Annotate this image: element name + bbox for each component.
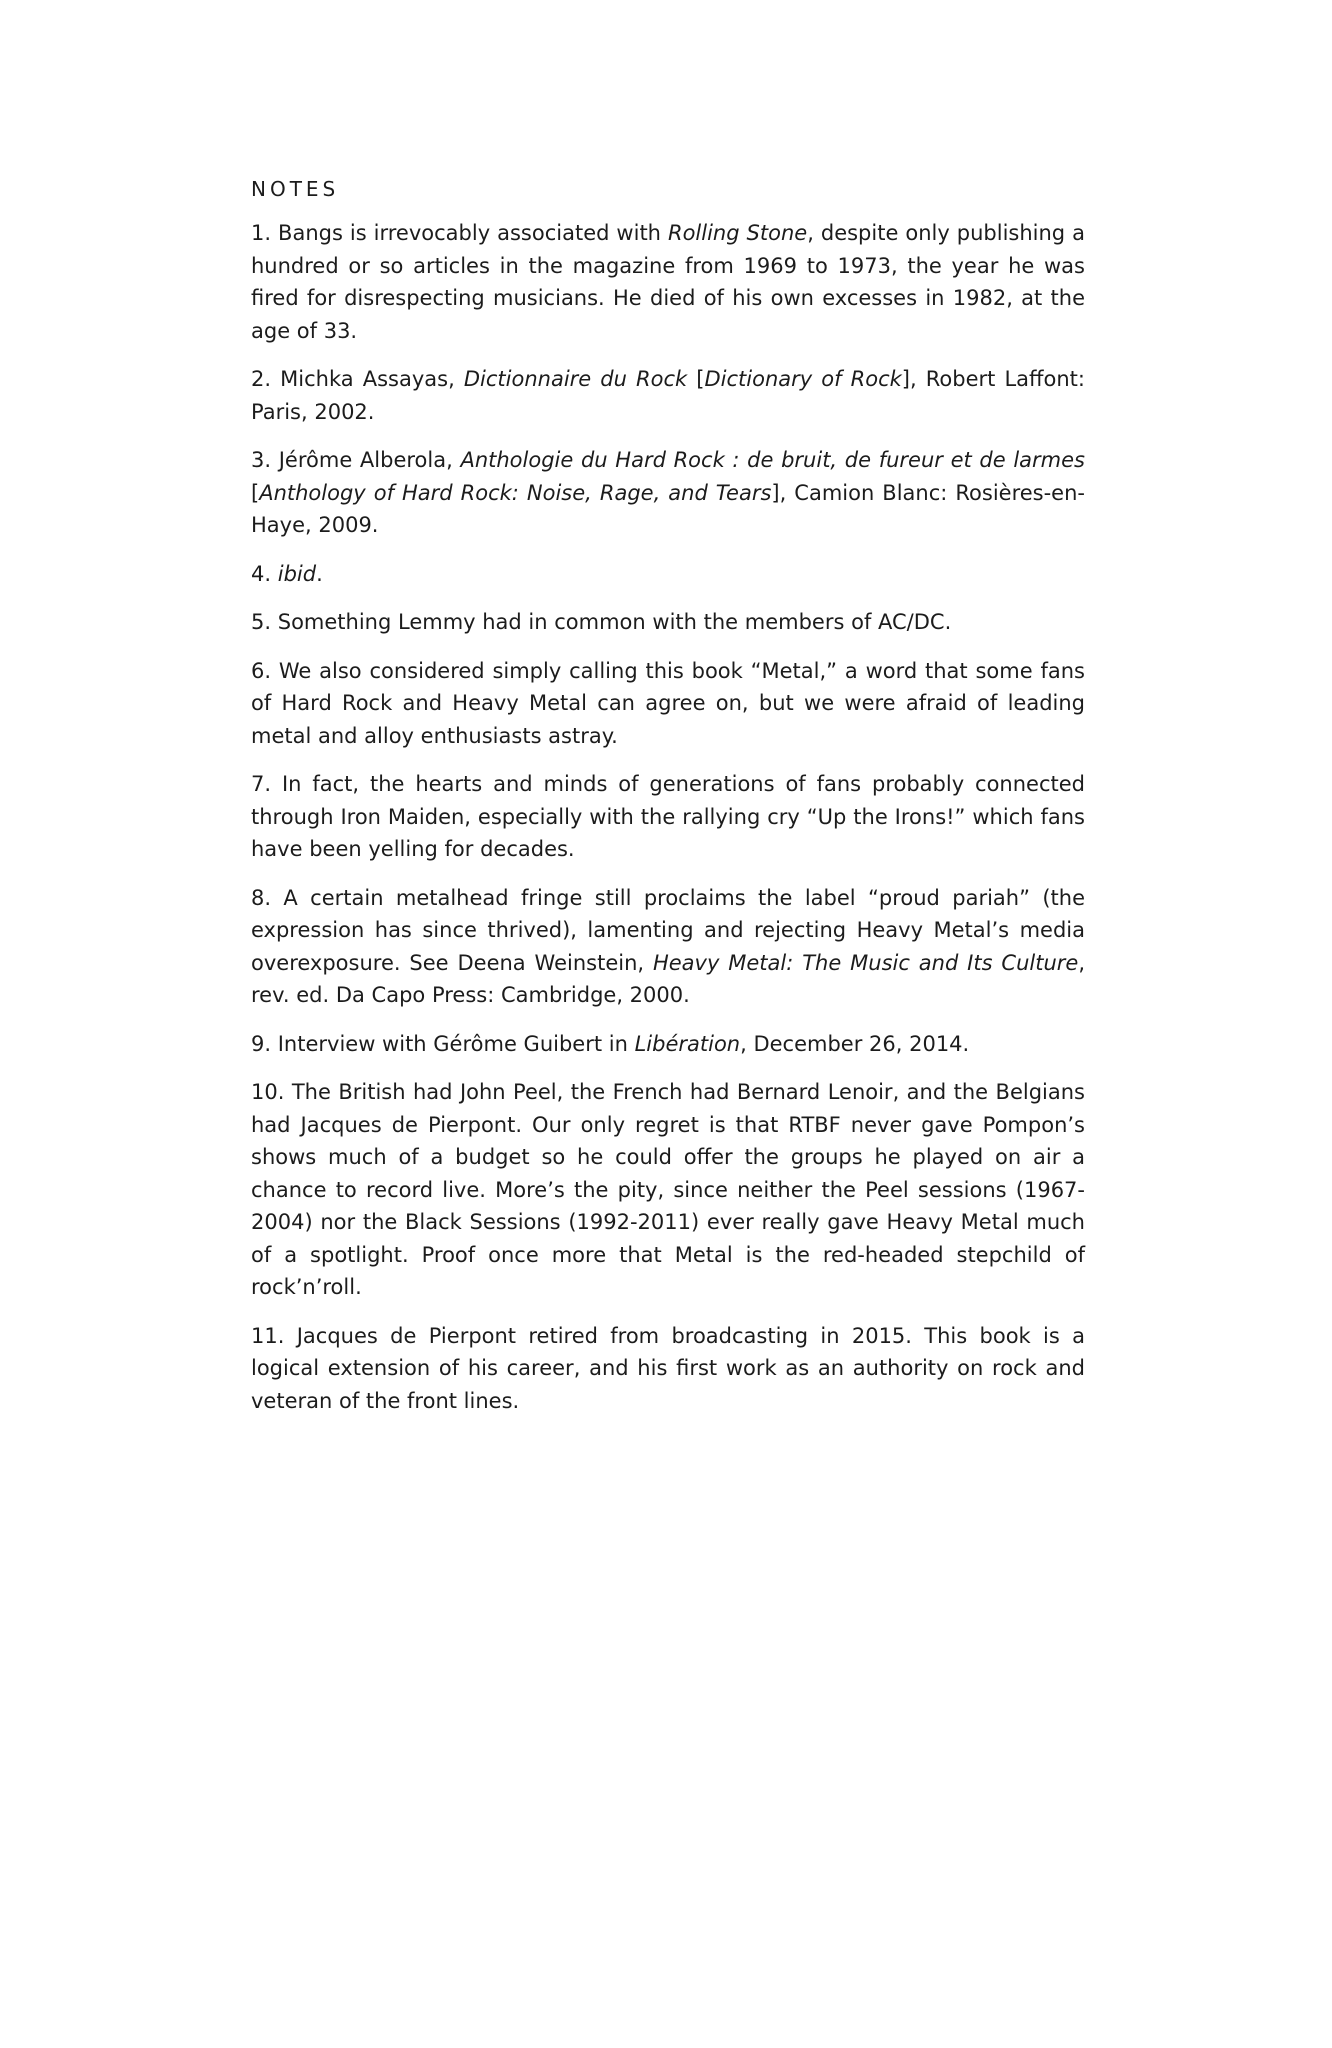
note-text: Jacques de Pierpont retired from broadcasting in 2015. This book is a logical extension of his career, and his first work as an authority on rock and veteran of the front lines.: [251, 1323, 1085, 1413]
note-6: [251, 655, 1085, 753]
note-text: The British had John Peel, the French had Bernard Lenoir, and the Belgians had Jacques de Pierpont. Our only regret is that RTBF never gave Pompon’s shows much of a budget so he could offer the groups he played on air a chance to record live. More’s the pity, since neither the Peel sessions (1967-2004) nor the Black Sessions (1992-2011) ever really gave Heavy Metal much of a spotlight. Proof once more that Metal is the red-headed stepchild of rock’n’roll.: [251, 1080, 1085, 1299]
note-text: In fact, the hearts and minds of generations of fans probably connected through Iron Maiden, especially with the rallying cry “Up the Irons!” which fans have been yelling for decades.: [251, 772, 1085, 861]
note-number: 10.: [251, 1080, 285, 1104]
note-number: 11.: [251, 1323, 285, 1348]
note-number: 1.: [251, 221, 272, 245]
note-text: Something Lemmy had in common with the members of AC/DC.: [277, 610, 952, 634]
note-11: [251, 1320, 1085, 1418]
note-text: A certain metalhead fringe still proclaims the label “proud pariah” (the expression has since thrived), lamenting and rejecting Heavy Metal’s media overexposure. See Deena Weinstein,: [251, 885, 1085, 975]
note-number: 7.: [251, 772, 272, 796]
note-text: Interview with Gérôme Guibert in: [277, 1031, 635, 1056]
note-text: ], Robert Laffont: Paris, 2002.: [251, 367, 1085, 424]
note-number: 4.: [251, 561, 272, 586]
note-title-italic: Anthologie du Hard Rock : de bruit, de fureur et de larmes: [460, 448, 1085, 472]
note-text: , despite only publishing a hundred or so articles in the magazine from 1969 to 1973, the year he was fired for disrespecting musicians. He died of his own excesses in 1982, at the age of 33.: [251, 221, 1085, 343]
note-title-italic: Anthology of Hard Rock: Noise, Rage, and Tears: [259, 480, 772, 505]
note-title-italic: Dictionary of Rock: [704, 367, 902, 391]
note-4: [251, 558, 1085, 591]
note-number: 8.: [251, 885, 272, 910]
note-text: .: [316, 561, 323, 586]
note-text: Jérôme Alberola,: [278, 448, 461, 472]
note-number: 9.: [251, 1031, 272, 1056]
note-number: 6.: [251, 658, 272, 683]
note-10: [251, 1076, 1085, 1304]
note-text: ], Camion Blanc: Rosières-en-Haye, 2009.: [251, 480, 1085, 537]
note-2: [251, 363, 1085, 428]
notes-list: [251, 217, 1085, 1417]
notes-section: [251, 169, 1085, 1433]
note-number: 5.: [251, 610, 272, 634]
note-text: [: [251, 480, 260, 505]
note-number: 3.: [251, 448, 272, 472]
note-title-italic: ibid: [277, 561, 317, 586]
note-9: [251, 1028, 1085, 1061]
note-number: 2.: [251, 367, 272, 391]
note-8: [251, 882, 1085, 1012]
note-text: [: [687, 367, 705, 391]
note-title-italic: Heavy Metal: The Music and Its Culture: [652, 950, 1079, 975]
note-text: , rev. ed. Da Capo Press: Cambridge, 2000.: [251, 950, 1086, 1007]
note-text: Michka Assayas,: [280, 367, 464, 391]
note-5: [251, 606, 1085, 639]
note-text: We also considered simply calling this book “Metal,” a word that some fans of Hard Rock and Heavy Metal can agree on, but we were afraid of leading metal and alloy enthusiasts astray.: [251, 658, 1085, 748]
note-text: , December 26, 2014.: [740, 1031, 970, 1056]
note-title-italic: Libération: [634, 1031, 741, 1056]
note-text: Bangs is irrevocably associated with: [278, 221, 668, 245]
notes-heading: NOTES: [251, 177, 340, 201]
note-7: [251, 768, 1085, 866]
note-1: [251, 217, 1085, 347]
note-3: [251, 444, 1085, 542]
note-title-italic: Dictionnaire du Rock: [463, 367, 688, 391]
note-title-italic: Rolling Stone: [667, 221, 808, 245]
